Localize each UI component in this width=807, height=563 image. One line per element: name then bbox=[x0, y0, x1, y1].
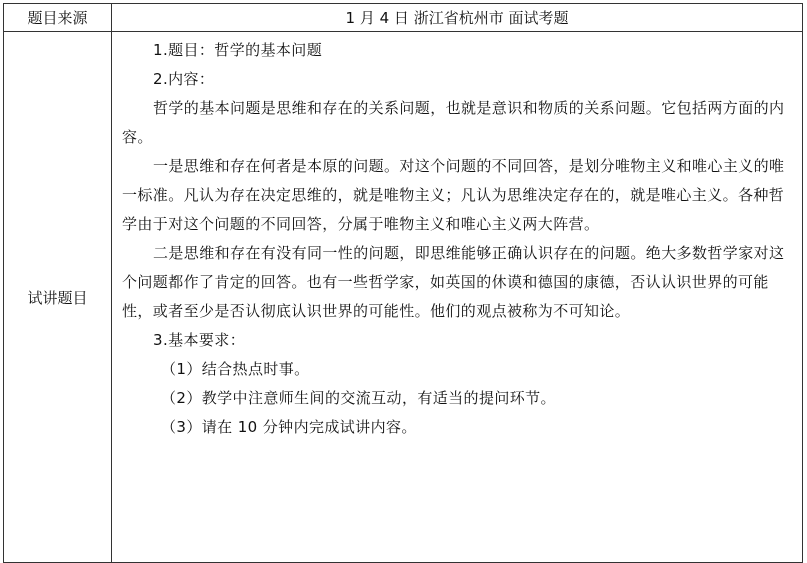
paragraph-1: 哲学的基本问题是思维和存在的关系问题，也就是意识和物质的关系问题。它包括两方面的内容。 bbox=[122, 99, 785, 146]
content-row bbox=[4, 32, 803, 563]
requirement-item: （3）请在 10 分钟内完成试讲内容。 bbox=[161, 418, 417, 436]
content-body bbox=[112, 32, 802, 442]
requirements-heading: 3.基本要求： bbox=[153, 331, 246, 349]
requirement-item: （1）结合热点时事。 bbox=[161, 360, 310, 378]
topic-line: 1.题目：哲学的基本问题 bbox=[153, 41, 323, 59]
requirement-item: （2）教学中注意师生间的交流互动，有适当的提问环节。 bbox=[161, 389, 556, 407]
header-row bbox=[4, 4, 803, 32]
source-label: 题目来源 bbox=[4, 4, 112, 32]
exam-question-table bbox=[3, 3, 803, 563]
paragraph-2: 一是思维和存在何者是本原的问题。对这个问题的不同回答，是划分唯物主义和唯心主义的唯一标准。凡认为存在决定思维的，就是唯物主义；凡认为思维决定存在的，就是唯心主义。各种哲学由于对这个问题的不同回答，分属于唯物主义和唯心主义两大阵营。 bbox=[122, 157, 785, 233]
row-label: 试讲题目 bbox=[4, 32, 112, 563]
content-heading: 2.内容： bbox=[153, 70, 215, 88]
content-cell bbox=[112, 32, 803, 563]
paragraph-3: 二是思维和存在有没有同一性的问题，即思维能够正确认识存在的问题。绝大多数哲学家对这个问题都作了肯定的回答。也有一些哲学家，如英国的休谟和德国的康德，否认认识世界的可能性，或者至少是否认彻底认识世界的可能性。他们的观点被称为不可知论。 bbox=[122, 244, 785, 320]
source-title: 1 月 4 日 浙江省杭州市 面试考题 bbox=[112, 4, 803, 32]
